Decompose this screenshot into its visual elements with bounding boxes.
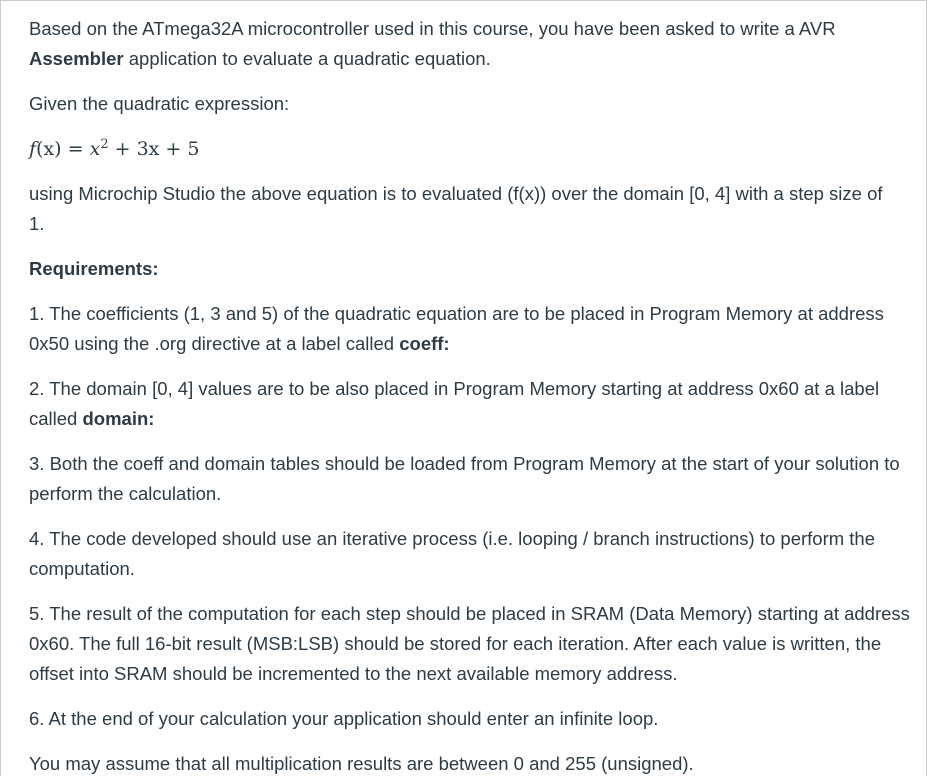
intro-paragraph <box>29 14 914 74</box>
formula-rest: + 3x + 5 <box>108 138 200 160</box>
intro-bold-assembler: Assembler <box>29 48 124 69</box>
formula-exponent: 2 <box>100 137 109 152</box>
assumption-note: You may assume that all multiplication results are between 0 and 255 (unsigned). <box>29 753 694 774</box>
requirement-text: 2. The domain [0, 4] values are to be also placed in Program Memory starting at address 0x60 at a label called <box>29 378 880 429</box>
requirement-4: 4. The code developed should use an iterative process (i.e. looping / branch instructions) to perform the computation. <box>29 528 876 579</box>
requirement-5: 5. The result of the computation for each step should be placed in SRAM (Data Memory) starting at address 0x60. The full 16-bit result (MSB:LSB) should be stored for each iteration. After each value is written, the offset into SRAM should be incremented to the next available memory address. <box>29 603 910 684</box>
given-label: Given the quadratic expression: <box>29 93 290 114</box>
formula-x: x <box>89 138 101 160</box>
intro-text: Based on the ATmega32A microcontroller used in this course, you have been asked to write a AVR <box>29 18 836 39</box>
requirement-6: 6. At the end of your calculation your application should enter an infinite loop. <box>29 708 659 729</box>
formula-equals: = <box>61 138 90 160</box>
formula-function: f <box>29 138 37 160</box>
requirements-heading: Requirements: <box>29 258 159 279</box>
requirement-text: 1. The coefficients (1, 3 and 5) of the quadratic equation are to be placed in Program Memory at address 0x50 using the .org directive at a label called <box>29 303 884 354</box>
requirement-2 <box>29 374 914 434</box>
domain-description: using Microchip Studio the above equation is to evaluated (f(x)) over the domain [0, 4] with a step size of 1. <box>29 183 883 234</box>
requirement-bold-coeff: coeff: <box>399 333 450 354</box>
intro-text-end: application to evaluate a quadratic equation. <box>123 48 491 69</box>
formula-arg: (x) <box>36 138 62 160</box>
requirement-1 <box>29 299 914 359</box>
requirement-bold-domain: domain: <box>82 408 155 429</box>
quadratic-formula <box>29 134 199 164</box>
requirement-3: 3. Both the coeff and domain tables should be loaded from Program Memory at the start of your solution to perform the calculation. <box>29 453 900 504</box>
